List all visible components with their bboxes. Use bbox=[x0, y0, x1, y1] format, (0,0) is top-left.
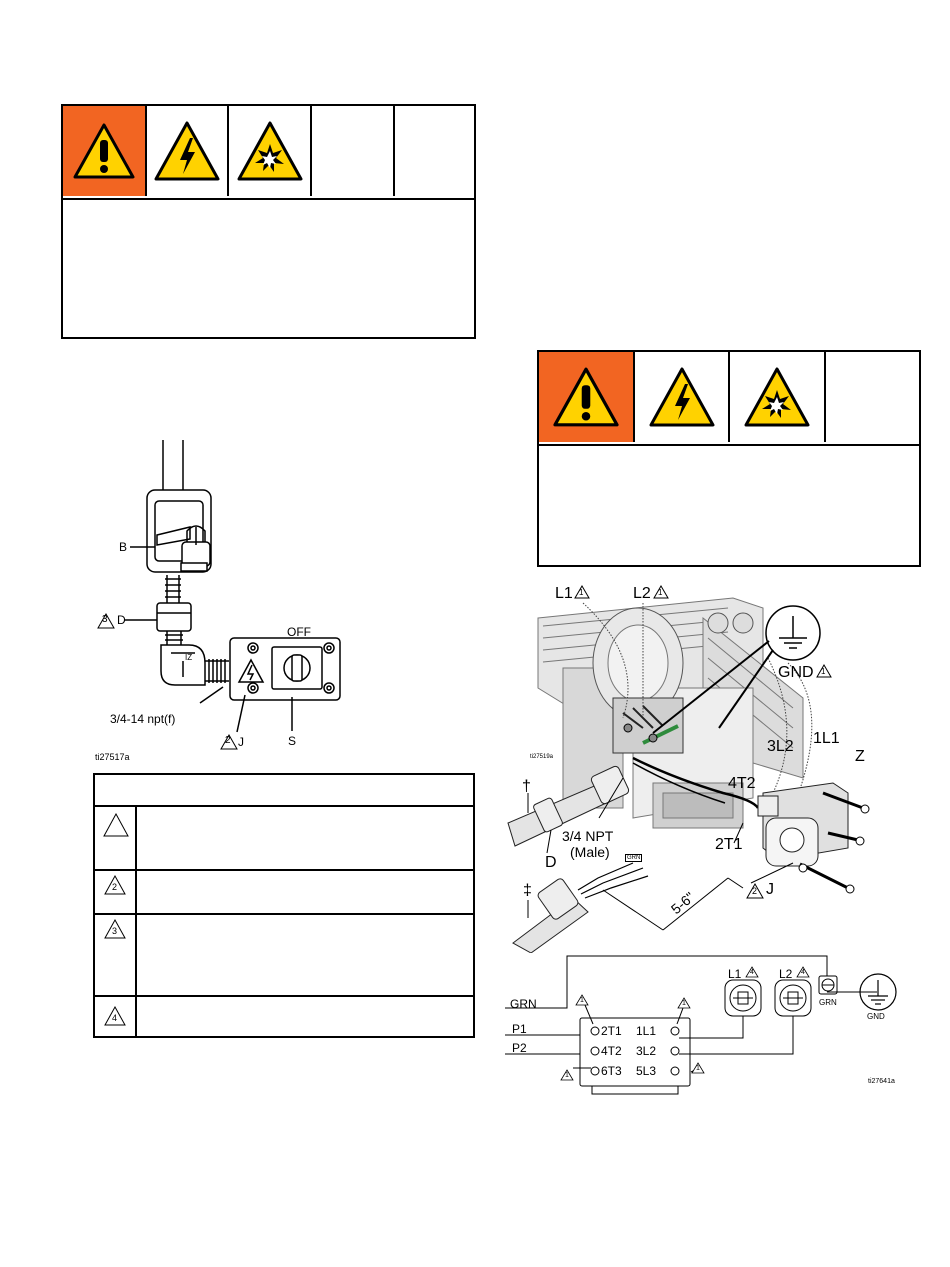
callout-s: S bbox=[288, 734, 297, 748]
terminal-1l1: 1L1 bbox=[636, 1024, 657, 1038]
callout-double-dagger: ‡ bbox=[523, 882, 532, 899]
warning-cell bbox=[63, 106, 147, 196]
callout-2t1: 2T1 bbox=[715, 836, 743, 853]
warning-symbol-row bbox=[539, 352, 919, 446]
motor-wiring-illustration bbox=[503, 578, 903, 953]
grn-wire-tag: GRN bbox=[627, 855, 641, 861]
wiring-note-1d: 1 bbox=[696, 1065, 700, 1072]
wiring-note-1b: 1 bbox=[682, 1000, 686, 1007]
callout-npt-line1: 3/4 NPT bbox=[562, 828, 614, 844]
wiring-note-1c: 1 bbox=[565, 1072, 569, 1079]
callout-4t2: 4T2 bbox=[728, 775, 756, 792]
warning-cell bbox=[312, 106, 395, 196]
notes-row bbox=[95, 997, 473, 1036]
callout-b: B bbox=[119, 540, 128, 554]
callout-npt: 3/4-14 npt(f) bbox=[110, 712, 176, 726]
warning-box-electric-shock-2 bbox=[537, 350, 921, 567]
callout-j: J bbox=[238, 735, 244, 749]
terminal-6t3: 6T3 bbox=[601, 1064, 622, 1078]
explosion-hazard-icon bbox=[236, 120, 304, 182]
callout-d-note: 3 bbox=[102, 614, 108, 625]
exclamation-warning-icon bbox=[72, 122, 136, 180]
notes-row bbox=[95, 915, 473, 997]
callout-gnd: GND bbox=[778, 664, 814, 681]
callout-length: 5-6" bbox=[667, 888, 698, 918]
terminal-4t2: 4T2 bbox=[601, 1044, 622, 1058]
flex-conduit bbox=[165, 575, 181, 603]
callout-gnd-note: 1 bbox=[821, 667, 826, 676]
photo-id: ti27519a bbox=[530, 754, 554, 760]
notes-row-symbol: 3 bbox=[112, 926, 118, 936]
callout-l1: L1 bbox=[555, 585, 573, 602]
warning-cell bbox=[730, 352, 826, 442]
wiring-l1: L1 bbox=[728, 967, 742, 981]
terminal-3l2: 3L2 bbox=[636, 1044, 657, 1058]
callout-j2-note: 2 bbox=[752, 886, 758, 896]
wiring-l2-note: 4 bbox=[801, 969, 805, 976]
callout-d2: D bbox=[545, 854, 557, 871]
callout-j2: J bbox=[766, 881, 774, 898]
warning-cell bbox=[826, 352, 919, 442]
wire-p2: P2 bbox=[512, 1041, 527, 1055]
warning-cell bbox=[635, 352, 730, 442]
note-triangle-icon bbox=[103, 813, 129, 837]
notes-row bbox=[95, 807, 473, 871]
electric-shock-icon bbox=[647, 366, 717, 428]
callout-l2-note: 1 bbox=[658, 588, 663, 597]
callout-3l2: 3L2 bbox=[767, 738, 794, 755]
warning-symbol-row bbox=[63, 106, 474, 200]
callout-j-note: 2 bbox=[225, 735, 231, 746]
warning-cell bbox=[229, 106, 312, 196]
callout-off: OFF bbox=[287, 625, 311, 639]
exclamation-warning-icon bbox=[551, 366, 621, 428]
notes-row-symbol: 4 bbox=[112, 1013, 118, 1023]
warning-box-electric-shock-1 bbox=[61, 104, 476, 339]
wiring-gnd: GND bbox=[867, 1012, 885, 1021]
callout-l1-note: 1 bbox=[579, 588, 584, 597]
callout-1l1: 1L1 bbox=[813, 730, 840, 747]
callout-d: D bbox=[117, 613, 126, 627]
warning-cell bbox=[539, 352, 635, 442]
notes-table bbox=[93, 773, 475, 1038]
wire-grn: GRN bbox=[510, 997, 537, 1011]
wiring-l2: L2 bbox=[779, 967, 793, 981]
wiring-l1-note: 4 bbox=[750, 969, 754, 976]
wiring-grn-lug: GRN bbox=[819, 998, 837, 1007]
terminal-2t1: 2T1 bbox=[601, 1024, 622, 1038]
wiring-note-1a: 1 bbox=[580, 997, 584, 1004]
notes-table-header bbox=[95, 775, 473, 807]
figure-id: ti27517a bbox=[95, 752, 130, 762]
callout-z: Z bbox=[855, 748, 865, 765]
svg-text:IZ: IZ bbox=[185, 653, 193, 662]
warning-cell bbox=[147, 106, 229, 196]
warning-cell bbox=[395, 106, 474, 196]
callout-npt-line2: (Male) bbox=[570, 844, 610, 860]
electric-shock-icon bbox=[153, 120, 221, 182]
notes-row bbox=[95, 871, 473, 915]
wiring-figure-id: ti27641a bbox=[868, 1078, 895, 1085]
explosion-hazard-icon bbox=[742, 366, 812, 428]
callout-l2: L2 bbox=[633, 585, 651, 602]
wire-p1: P1 bbox=[512, 1022, 527, 1036]
terminal-5l3: 5L3 bbox=[636, 1064, 657, 1078]
notes-row-symbol: 2 bbox=[112, 882, 118, 892]
callout-dagger: † bbox=[522, 778, 531, 795]
